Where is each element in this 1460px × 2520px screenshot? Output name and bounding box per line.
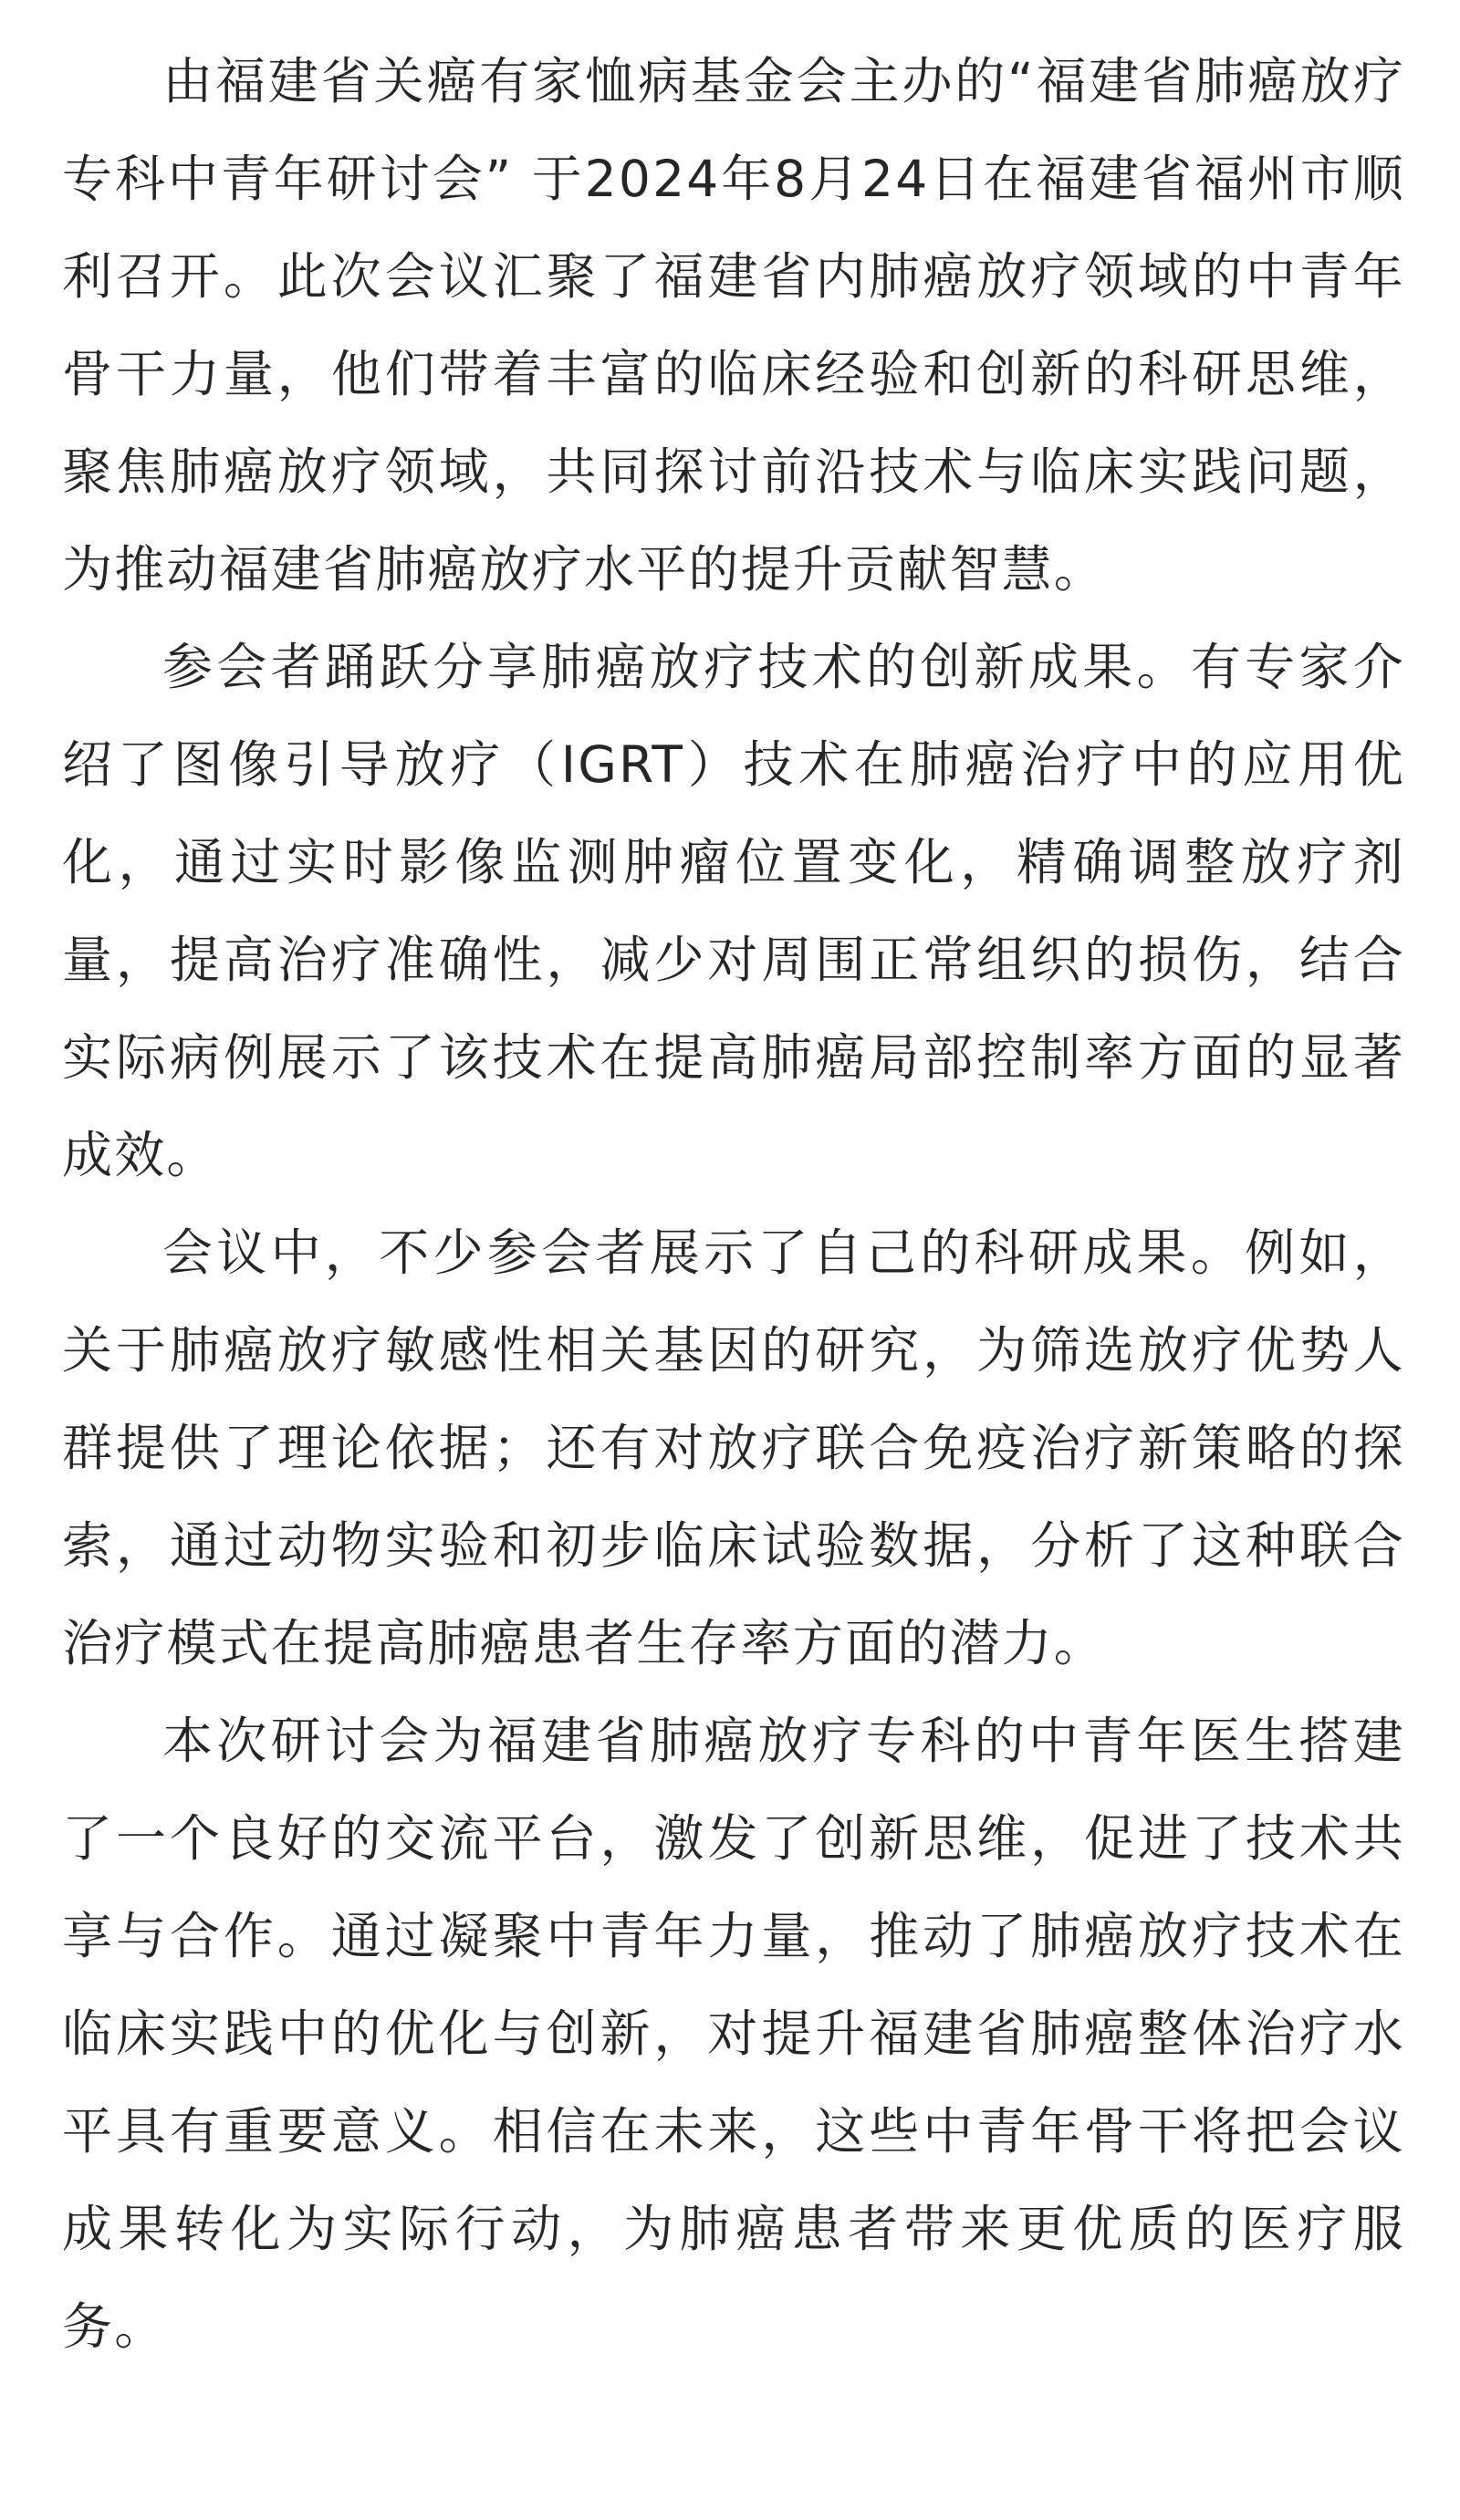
paragraph-intro: 由福建省关癌有家恤病基金会主办的“福建省肺癌放疗专科中青年研讨会” 于2024年8月24日在福建省福州市顺利召开。此次会议汇聚了福建省内肺癌放疗领域的中青年骨干力量，他们带着丰富的临床经验和创新的科研思维，聚焦肺癌放疗领域，共同探讨前沿技术与临床实践问题，为推动福建省肺癌放疗水平的提升贡献智慧。 (62, 52, 1405, 599)
paragraph-research: 会议中，不少参会者展示了自己的科研成果。例如，关于肺癌放疗敏感性相关基因的研究，为筛选放疗优势人群提供了理论依据；还有对放疗联合免疫治疗新策略的探索，通过动物实验和初步临床试验数据，分析了这种联合治疗模式在提高肺癌患者生存率方面的潜力。 (62, 1224, 1405, 1672)
paragraph-igrt: 参会者踊跃分享肺癌放疗技术的创新成果。有专家介绍了图像引导放疗（IGRT）技术在肺癌治疗中的应用优化，通过实时影像监测肿瘤位置变化，精确调整放疗剂量，提高治疗准确性，减少对周围正常组织的损伤，结合实际病例展示了该技术在提高肺癌局部控制率方面的显著成效。 (62, 638, 1405, 1184)
paragraph-conclusion: 本次研讨会为福建省肺癌放疗专科的中青年医生搭建了一个良好的交流平台，激发了创新思维，促进了技术共享与合作。通过凝聚中青年力量，推动了肺癌放疗技术在临床实践中的优化与创新，对提升福建省肺癌整体治疗水平具有重要意义。相信在未来，这些中青年骨干将把会议成果转化为实际行动，为肺癌患者带来更优质的医疗服务。 (62, 1712, 1405, 2356)
